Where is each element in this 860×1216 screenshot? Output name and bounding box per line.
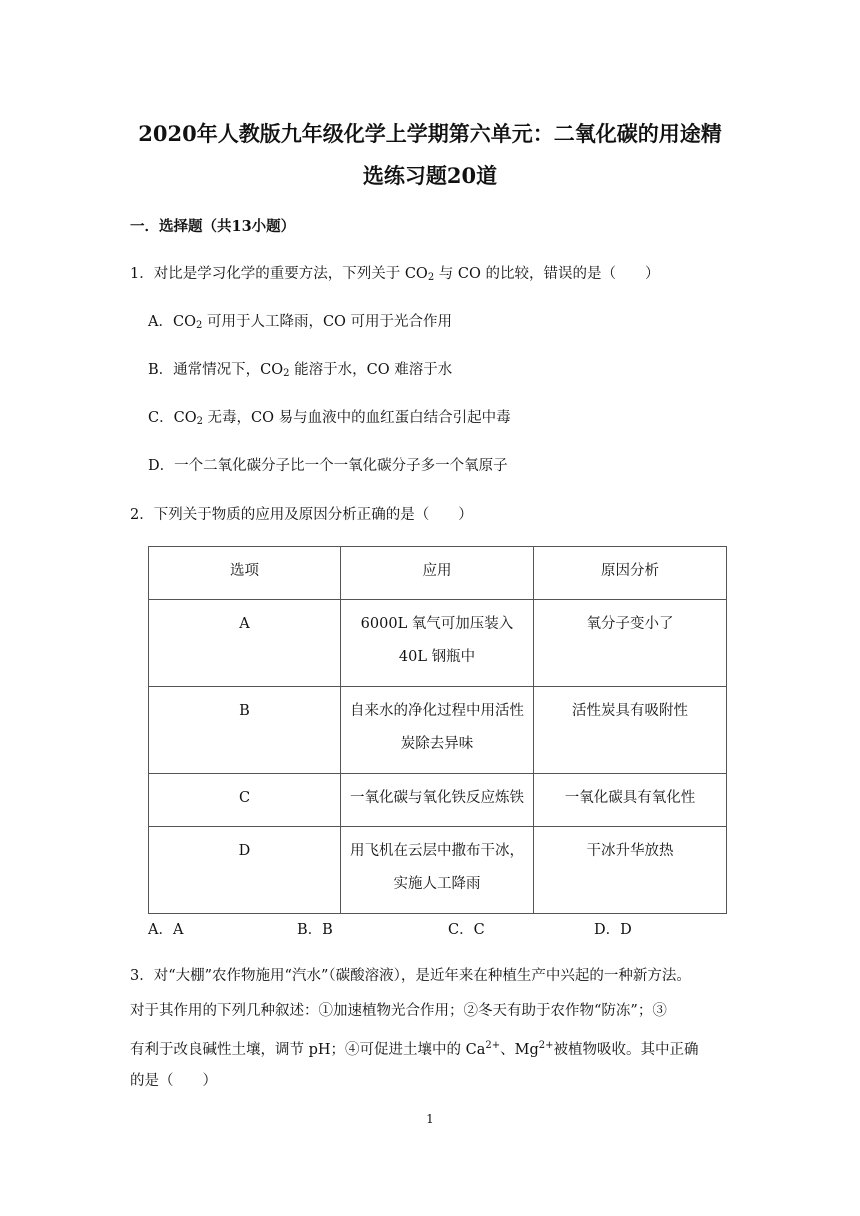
question-2-answer-c: C．C — [448, 922, 485, 938]
question-2-stem: 2．下列关于物质的应用及原因分析正确的是（ ） — [130, 507, 473, 523]
document-title-line-1: 2020年人教版九年级化学上学期第六单元：二氧化碳的用途精 — [138, 121, 722, 146]
table-row — [149, 774, 727, 827]
question-1-option-b: B．通常情况下，$CO_2$ 能溶于水，CO 难溶于水 — [148, 362, 453, 379]
question-2-answer-d: D．D — [594, 922, 632, 938]
question-1-option-c: C．$CO_2$ 无毒，CO 易与血液中的血红蛋白结合引起中毒 — [148, 410, 511, 427]
question-2-table — [148, 546, 727, 914]
table-cell: B — [149, 687, 341, 774]
page-number: 1 — [426, 1112, 434, 1126]
question-2-answer-a: A．A — [148, 922, 184, 938]
question-1-option-a: A．$CO_2$ 可用于人工降雨，CO 可用于光合作用 — [148, 314, 453, 331]
table-cell: 氧分子变小了 — [534, 600, 727, 687]
document-title-line-2: 选练习题20道 — [362, 163, 498, 188]
table-header-cell: 应用 — [341, 547, 534, 600]
table-cell: C — [149, 774, 341, 827]
table-cell: 自来水的净化过程中用活性炭除去异味 — [341, 687, 534, 774]
table-cell: D — [149, 827, 341, 914]
question-3-line-1: 3．对“大棚”农作物施用“汽水”（碳酸溶液），是近年来在种植生产中兴起的一种新方法。 — [130, 968, 691, 984]
table-cell: 干冰升华放热 — [534, 827, 727, 914]
table-cell: 用飞机在云层中撒布干冰，实施人工降雨 — [341, 827, 534, 914]
table-header-row — [149, 547, 727, 600]
table-cell: 一氧化碳具有氧化性 — [534, 774, 727, 827]
section-heading: 一．选择题（共13小题） — [130, 218, 296, 235]
question-3-line-2: 对于其作用的下列几种叙述：①加速植物光合作用；②冬天有助于农作物“防冻”；③ — [130, 1003, 667, 1019]
table-cell: 活性炭具有吸附性 — [534, 687, 727, 774]
question-3-line-4: 的是（ ） — [130, 1073, 217, 1089]
table-row — [149, 827, 727, 914]
question-1-option-d: D．一个二氧化碳分子比一个一氧化碳分子多一个氧原子 — [148, 458, 508, 474]
table-cell: 一氧化碳与氧化铁反应炼铁 — [341, 774, 534, 827]
question-2-answer-b: B．B — [297, 922, 333, 938]
table-header-cell: 原因分析 — [534, 547, 727, 600]
question-3-line-3: 有利于改良碱性土壤，调节 pH；④可促进土壤中的 $Ca^{2+}$、$Mg^{2+}$被植物吸收。其中正确 — [130, 1040, 699, 1058]
table-cell: A — [149, 600, 341, 687]
table-row — [149, 687, 727, 774]
question-1-stem: 1．对比是学习化学的重要方法，下列关于 $CO_2$ 与 CO 的比较，错误的是（ ） — [130, 266, 660, 283]
table-cell: 6000L 氧气可加压装入 40L 钢瓶中 — [341, 600, 534, 687]
table-row — [149, 600, 727, 687]
table-header-cell: 选项 — [149, 547, 341, 600]
